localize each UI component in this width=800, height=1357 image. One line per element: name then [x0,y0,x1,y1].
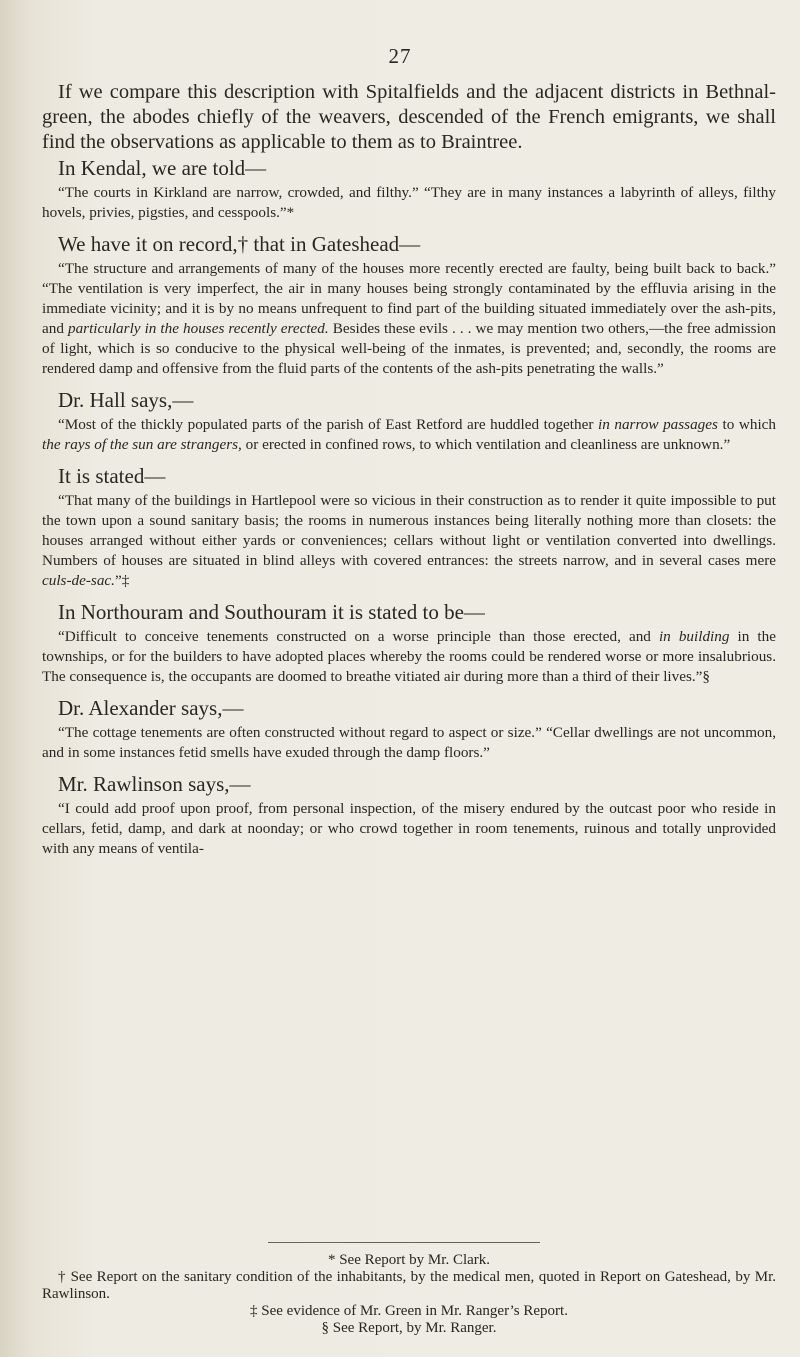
northouram-quote [42,627,776,687]
northouram-heading: In Northouram and Southouram it is stated to be— [58,600,485,624]
hartlepool-quote-text-end: ”‡ [114,572,130,589]
northouram-quote-italic: in building [658,628,730,645]
hall-heading: Dr. Hall says,— [58,388,194,412]
gateshead-quote-text: “The structure and arrangements of many of the houses more recently erected are faulty, being built back to back.” “The ventilation is very imperfect, the air in many houses being strongly contaminated by the effluvia arising in the immediate vicinity; and it is by no means unfrequent to find part of the building situated immediately over the ash-pits, and [42,260,776,337]
rawlinson-heading: Mr. Rawlinson says,— [58,772,251,796]
page-number: 27 [388,44,412,68]
footnotes [42,1252,776,1337]
rawlinson-quote: “I could add proof upon proof, from personal inspection, of the misery endured by the outcast poor who reside in cellars, fetid, damp, and dark at noonday; or who crowd together in room tenements, ruinous and totally unprovided with any means of ventila- [42,800,776,857]
hartlepool-quote [42,491,776,591]
kendal-heading: In Kendal, we are told— [58,156,267,180]
hall-quote-italic-1: in narrow passages [597,416,718,433]
footnote-dagger: † See Report on the sanitary condition of the inhabitants, by the medical men, quoted in Report on Gateshead, by Mr. Rawlinson. [42,1269,776,1302]
alexander-heading: Dr. Alexander says,— [58,696,244,720]
footnote-divider [268,1242,540,1243]
intro-paragraph: If we compare this description with Spitalfields and the adjacent districts in Bethnal-green, the abodes chiefly of the weavers, descended of the French emigrants, we shall find the observations as applicable to them as to Braintree. [42,81,776,153]
gateshead-quote-text-end: Besides these evils . . . we may mention two others,—the free admission of light, which is so conducive to the physical well-being of the inmates, is prevented; and, secondly, the rooms are rendered damp and offensive from the fluid parts of the contents of the ash-pits penetrating the walls.” [42,320,776,377]
northouram-quote-text-end: in the townships, or for the builders to have adopted places whereby the rooms could be rendered worse or more insalubrious. The consequence is, the occupants are doomed to breathe vitiated air during more than a third of their lives.”§ [42,628,776,685]
hall-quote-text-b: to which [717,416,776,433]
hartlepool-quote-text: “That many of the buildings in Hartlepool were so vicious in their construction as to render it quite impossible to put the town upon a sound sanitary basis; the rooms in numerous instances being literally nothing more than closets: the houses arranged without either yards or conveniences; cellars without light or ventilation converted into dwellings. Numbers of houses are situated in blind alleys with covered entrances: the streets narrow, and in several cases mere [42,492,776,569]
gateshead-quote-italic: particularly in the houses recently erected. [67,320,329,337]
gateshead-heading: We have it on record,† that in Gateshead— [58,232,421,256]
hall-quote-text-c: or erected in confined rows, to which ventilation and cleanliness are unknown.” [241,436,731,453]
hartlepool-heading: It is stated— [58,464,166,488]
hartlepool-quote-italic: culs-de-sac. [42,572,115,589]
alexander-quote: “The cottage tenements are often constructed without regard to aspect or size.” “Cellar dwellings are not uncommon, and in some instances fetid smells have exuded through the damp floors.” [42,724,776,761]
footnote-star: * See Report by Mr. Clark. [327,1252,491,1268]
footnote-double-dagger: ‡ See evidence of Mr. Green in Mr. Ranger’s Report. [250,1303,568,1319]
hall-quote [42,415,776,455]
hall-quote-text-a: “Most of the thickly populated parts of the parish of East Retford are huddled together [58,416,598,433]
footnote-section: § See Report, by Mr. Ranger. [321,1320,497,1336]
page-body [42,52,776,867]
kendal-quote: “The courts in Kirkland are narrow, crowded, and filthy.” “They are in many instances a labyrinth of alleys, filthy hovels, privies, pigsties, and cesspools.”* [42,184,776,221]
hall-quote-italic-2: the rays of the sun are strangers, [42,436,242,453]
gateshead-quote [42,259,776,379]
northouram-quote-text: “Difficult to conceive tenements constructed on a worse principle than those erected, and [58,628,659,645]
